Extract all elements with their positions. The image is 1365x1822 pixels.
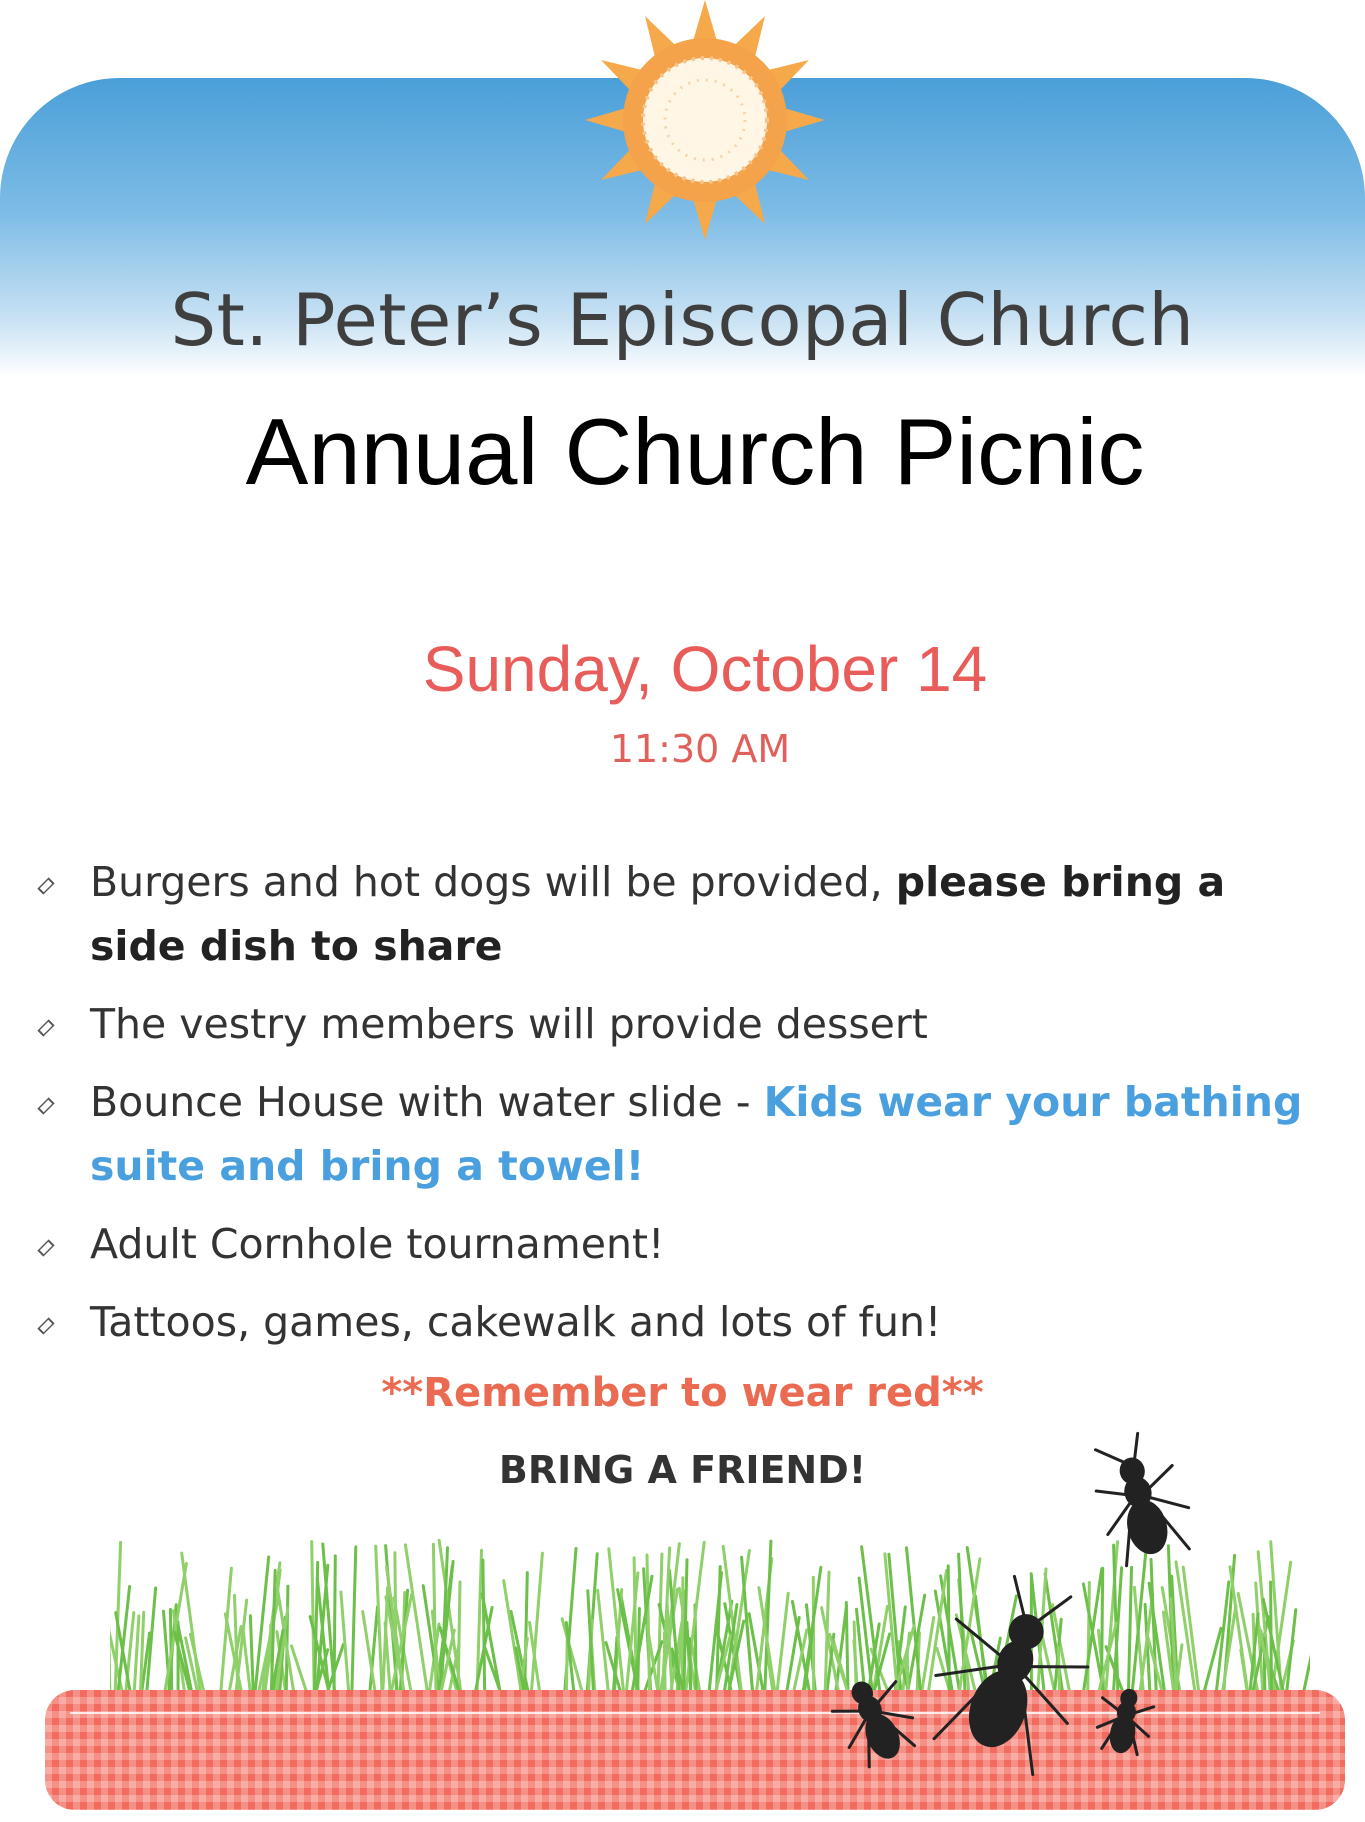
list-item	[40, 992, 1330, 1056]
grass-blade	[609, 1549, 626, 1710]
bring-friend-text: BRING A FRIEND!	[498, 1448, 867, 1492]
item-highlight: Kids wear your bathing suite and bring a towel!	[90, 1078, 1303, 1190]
diamond-bullet-icon	[37, 1317, 54, 1334]
grass-blade	[351, 1547, 355, 1710]
item-text: Burgers and hot dogs will be provided,	[90, 858, 896, 906]
event-time: 11:30 AM	[609, 727, 791, 771]
list-item	[40, 850, 1330, 978]
list-item	[40, 1070, 1330, 1198]
item-text: Bounce House with water slide -	[90, 1078, 764, 1126]
diamond-bullet-icon	[37, 1097, 54, 1114]
sun-icon	[560, 0, 850, 240]
church-name: St. Peter’s Episcopal Church	[170, 278, 1195, 362]
item-highlight: please bring a side dish to share	[90, 858, 1226, 970]
ants-icon	[820, 1420, 1240, 1800]
activity-list	[40, 850, 1330, 1368]
page-title: Annual Church Picnic	[245, 399, 1145, 504]
item-text: The vestry members will provide dessert	[90, 1000, 928, 1048]
item-text: Adult Cornhole tournament!	[90, 1220, 665, 1268]
diamond-bullet-icon	[37, 1019, 54, 1036]
list-item	[40, 1290, 1330, 1354]
item-text: Tattoos, games, cakewalk and lots of fun!	[90, 1298, 942, 1346]
grass-blade	[334, 1556, 335, 1710]
grass-blade	[433, 1544, 436, 1710]
diamond-bullet-icon	[37, 877, 54, 894]
event-date: Sunday, October 14	[422, 633, 988, 705]
list-item	[40, 1212, 1330, 1276]
grass-blade	[483, 1560, 485, 1710]
reminder-text: **Remember to wear red**	[381, 1370, 984, 1416]
diamond-bullet-icon	[37, 1239, 54, 1256]
